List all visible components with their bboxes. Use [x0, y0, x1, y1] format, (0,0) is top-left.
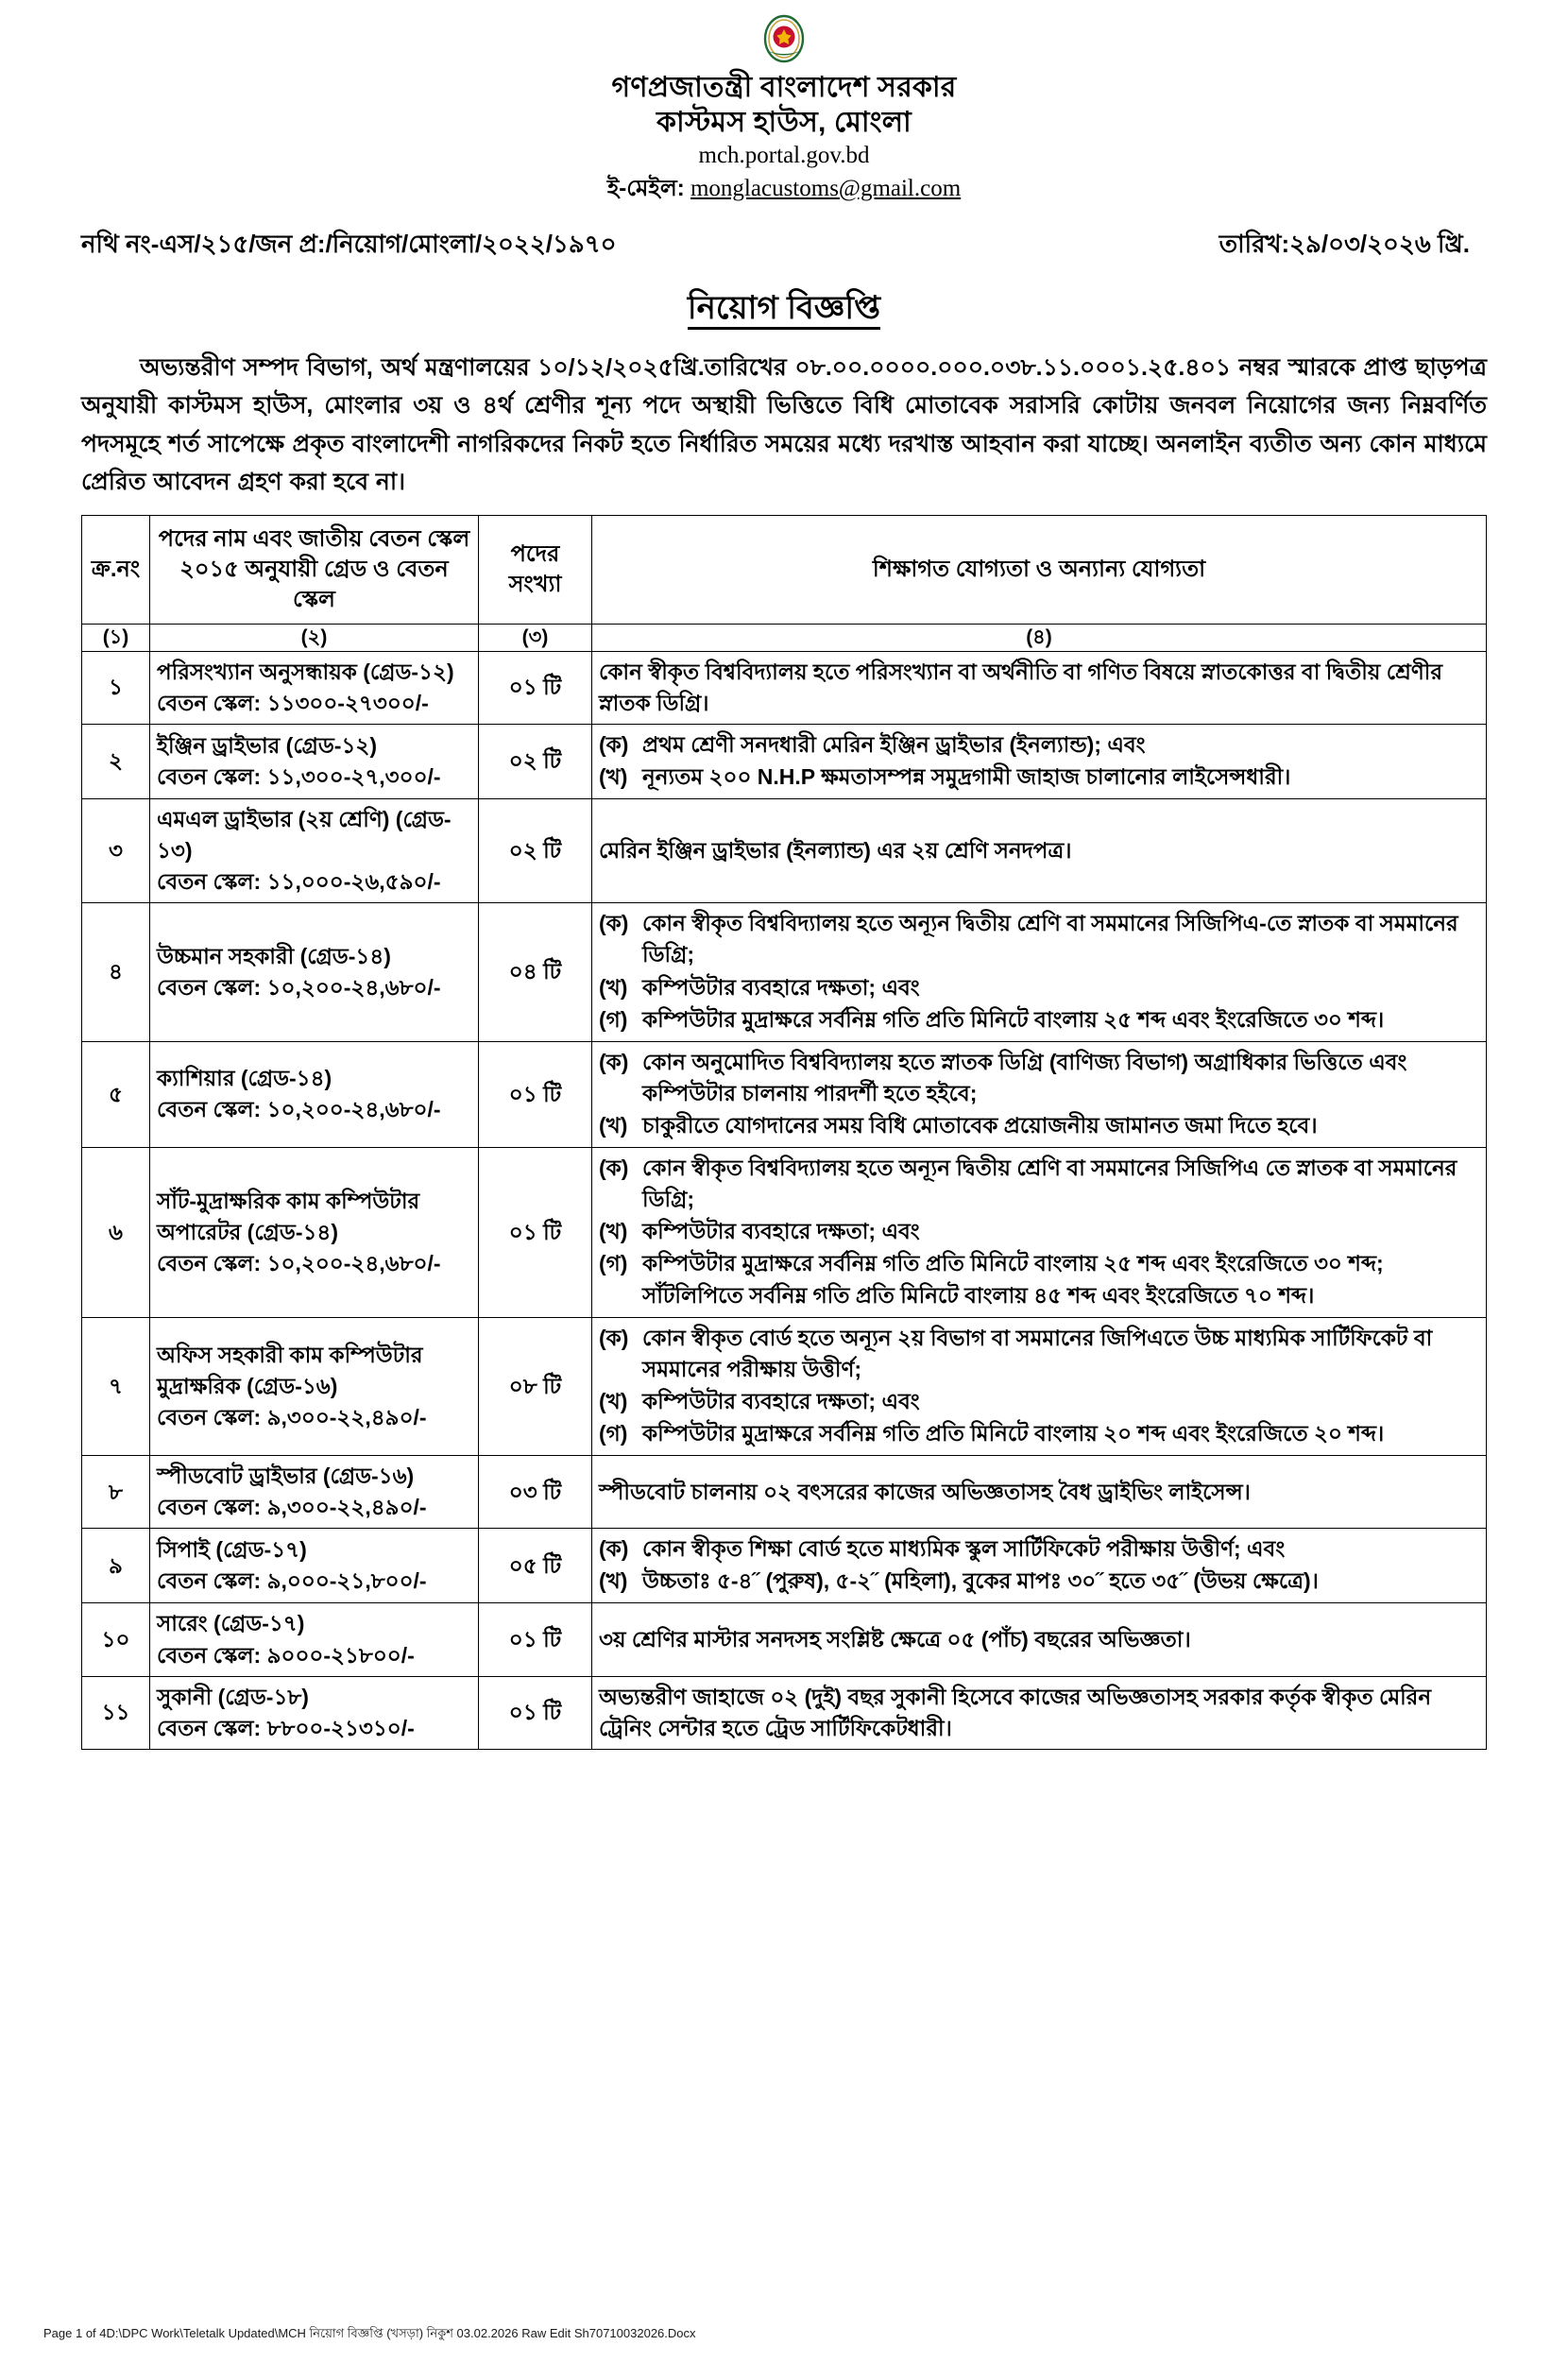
issue-date: তারিখ:২৯/০৩/২০২৬ খ্রি.	[1219, 229, 1470, 258]
column-number-row	[82, 625, 1487, 651]
cell-serial: ৩	[82, 798, 150, 902]
cell-vacancy-count: ০১ টি	[479, 651, 592, 724]
email-label: ই-মেইল:	[606, 175, 685, 201]
qualification-marker: (গ)	[599, 1006, 628, 1032]
cell-vacancy-count: ০২ টি	[479, 724, 592, 798]
qualification-marker: (ক)	[599, 911, 629, 936]
qualification-text: কোন স্বীকৃত বিশ্ববিদ্যালয় হতে অন্যূন দ্বিতীয় শ্রেণি বা সমমানের সিজিপিএ-তে স্নাতক বা সমমানের ডিগ্রি;	[642, 911, 1458, 967]
cell-qualification	[592, 903, 1487, 1041]
qualification-marker: (খ)	[599, 1219, 628, 1244]
qualification-text: কম্পিউটার মুদ্রাক্ষরে সর্বনিম্ন গতি প্রতি মিনিটে বাংলায় ২৫ শব্দ এবং ইংরেজিতে ৩০ শব্দ; সাঁটলিপিতে সর্বনিম্ন গতি প্রতি মিনিটে বাংলায় ৪৫ শব্দ এবং ইংরেজিতে ৭০ শব্দ।	[642, 1251, 1384, 1308]
position-name: উচ্চমান সহকারী (গ্রেড-১৪)	[157, 943, 391, 968]
qualification-text: কোন স্বীকৃত বিশ্ববিদ্যালয় হতে পরিসংখ্যান বা অর্থনীতি বা গণিত বিষয়ে স্নাতকোত্তর বা দ্বিতীয় শ্রেণীর স্নাতক ডিগ্রি।	[599, 659, 1442, 715]
qualification-item	[599, 908, 1479, 970]
intro-paragraph: অভ্যন্তরীণ সম্পদ বিভাগ, অর্থ মন্ত্রণালয়ের ১০/১২/২০২৫খ্রি.তারিখের ০৮.০০.০০০০.০০০.০৩৮.১১.০০০১.২৫.৪০১ নম্বর স্মারকে প্রাপ্ত ছাড়পত্র অনুযায়ী কাস্টমস হাউস, মোংলার ৩য় ও ৪র্থ শ্রেণীর শূন্য পদে অস্থায়ী ভিত্তিতে বিধি মোতাবেক সরাসরি কোটায় জনবল নিয়োগের জন্য নিম্নবর্ণিত পদসমূহে শর্ত সাপেক্ষে প্রকৃত বাংলাদেশী নাগরিকদের নিকট হতে নির্ধারিত সময়ের মধ্যে দরখাস্ত আহবান করা যাচ্ছে। অনলাইন ব্যতীত অন্য কোন মাধ্যমে প্রেরিত আবেদন গ্রহণ করা হবে না।	[81, 353, 1487, 496]
cell-position	[150, 798, 479, 902]
qualification-text: ৩য় শ্রেণির মাস্টার সনদসহ সংশ্লিষ্ট ক্ষেত্রে ০৫ (পাঁচ) বছরের অভিজ্ঞতা।	[599, 1627, 1191, 1652]
cell-position	[150, 1148, 479, 1318]
position-name: এমএল ড্রাইভার (২য় শ্রেণি) (গ্রেড- ১৩)	[157, 806, 452, 864]
bangladesh-govt-emblem-icon	[758, 13, 810, 64]
cell-position	[150, 1317, 479, 1455]
cell-position	[150, 724, 479, 798]
qualification-text: কম্পিউটার মুদ্রাক্ষরে সর্বনিম্ন গতি প্রতি মিনিটে বাংলায় ২০ শব্দ এবং ইংরেজিতে ২০ শব্দ।	[642, 1420, 1385, 1446]
qualification-item	[599, 1153, 1479, 1215]
cell-position	[150, 903, 479, 1041]
colnum-2: (২)	[150, 625, 479, 651]
cell-serial: ৮	[82, 1456, 150, 1529]
qualification-item	[599, 1386, 1479, 1417]
page-title-text: নিয়োগ বিজ্ঞপ্তি	[688, 290, 880, 330]
cell-position	[150, 1676, 479, 1749]
cell-qualification	[592, 1148, 1487, 1318]
table-row	[82, 1529, 1487, 1603]
cell-qualification	[592, 724, 1487, 798]
pay-scale: বেতন স্কেল: ১০,২০০-২৪,৬৮০/-	[157, 975, 441, 1001]
cell-qualification	[592, 1529, 1487, 1603]
position-name: ইঞ্জিন ড্রাইভার (গ্রেড-১২)	[157, 732, 378, 758]
position-name: ক্যাশিয়ার (গ্রেড-১৪)	[157, 1066, 332, 1091]
cell-vacancy-count: ০১ টি	[479, 1603, 592, 1676]
table-row	[82, 798, 1487, 902]
table-row	[82, 724, 1487, 798]
pay-scale: বেতন স্কেল: ৮৮০০-২১৩১০/-	[157, 1715, 415, 1740]
qualification-marker: (খ)	[599, 1112, 628, 1138]
qualification-text: কোন স্বীকৃত বোর্ড হতে অন্যূন ২য় বিভাগ বা সমমানের জিপিএতে উচ্চ মাধ্যমিক সার্টিফিকেট বা সমমানের পরীক্ষায় উত্তীর্ণ;	[642, 1325, 1433, 1381]
cell-vacancy-count: ০১ টি	[479, 1041, 592, 1147]
cell-vacancy-count: ০৩ টি	[479, 1456, 592, 1529]
position-name: সিপাই (গ্রেড-১৭)	[157, 1537, 307, 1563]
cell-qualification	[592, 1676, 1487, 1749]
table-row	[82, 1456, 1487, 1529]
cell-qualification	[592, 1317, 1487, 1455]
qualification-item	[599, 1418, 1479, 1449]
qualification-text: কোন অনুমোদিত বিশ্ববিদ্যালয় হতে স্নাতক ডিগ্রি (বাণিজ্য বিভাগ) অগ্রাধিকার ভিত্তিতে এবং কম্পিউটার চালনায় পারদর্শী হতে হইবে;	[642, 1049, 1407, 1105]
table-head	[82, 515, 1487, 651]
qualification-text: কম্পিউটার ব্যবহারে দক্ষতা; এবং	[642, 1219, 920, 1244]
table-body	[82, 651, 1487, 1749]
table-row	[82, 1603, 1487, 1676]
memo-row	[81, 225, 1487, 266]
cell-qualification	[592, 1456, 1487, 1529]
cell-serial: ১০	[82, 1603, 150, 1676]
cell-serial: ৬	[82, 1148, 150, 1318]
qualification-text: অভ্যন্তরীণ জাহাজে ০২ (দুই) বছর সুকানী হিসেবে কাজের অভিজ্ঞতাসহ সরকার কর্তৃক স্বীকৃত মেরিন ট্রেনিং সেন্টার হতে ট্রেড সার্টিফিকেটধারী।	[599, 1684, 1432, 1740]
page-title	[81, 283, 1487, 337]
qualification-item	[599, 1566, 1479, 1597]
portal-url: mch.portal.gov.bd	[698, 143, 870, 169]
th-position	[150, 515, 479, 624]
cell-vacancy-count: ০৮ টি	[479, 1317, 592, 1455]
table-row	[82, 903, 1487, 1041]
qualification-item	[599, 1533, 1479, 1565]
cell-position	[150, 651, 479, 724]
table-row	[82, 1317, 1487, 1455]
qualification-marker: (খ)	[599, 1388, 628, 1413]
pay-scale: বেতন স্কেল: ৯,৩০০-২২,৪৯০/-	[157, 1404, 427, 1429]
page-footer: Page 1 of 4D:\DPC Work\Teletalk Updated\MCH নিয়োগ বিজ্ঞপ্তি (খসড়া) নিকুশ 03.02.2026 Raw Edit Sh70710032026.Docx	[43, 2326, 696, 2340]
position-name: সুকানী (গ্রেড-১৮)	[157, 1684, 309, 1709]
qualification-item	[599, 1047, 1479, 1109]
qualification-list	[599, 1323, 1479, 1449]
qualification-text: কম্পিউটার মুদ্রাক্ষরে সর্বনিম্ন গতি প্রতি মিনিটে বাংলায় ২৫ শব্দ এবং ইংরেজিতে ৩০ শব্দ।	[642, 1006, 1385, 1032]
qualification-text: চাকুরীতে যোগদানের সময় বিধি মোতাবেক প্রয়োজনীয় জামানত জমা দিতে হবে।	[642, 1112, 1318, 1138]
qualification-marker: (গ)	[599, 1420, 628, 1446]
cell-vacancy-count: ০৫ টি	[479, 1529, 592, 1603]
qualification-marker: (খ)	[599, 763, 628, 789]
qualification-list	[599, 1047, 1479, 1141]
pay-scale: বেতন স্কেল: ১০,২০০-২৪,৬৮০/-	[157, 1250, 441, 1275]
qualification-item	[599, 1216, 1479, 1247]
colnum-1: (১)	[82, 625, 150, 651]
pay-scale: বেতন স্কেল: ১১,৩০০-২৭,৩০০/-	[157, 763, 441, 789]
th-serial: ক্র.নং	[82, 515, 150, 624]
cell-serial: ৯	[82, 1529, 150, 1603]
cell-vacancy-count: ০১ টি	[479, 1148, 592, 1318]
pay-scale: বেতন স্কেল: ৯,৩০০-২২,৪৯০/-	[157, 1495, 427, 1520]
vacancy-table	[81, 515, 1487, 1750]
position-name: সাঁট-মুদ্রাক্ষরিক কাম কম্পিউটার অপারেটর (গ্রেড-১৪)	[157, 1188, 420, 1244]
cell-position	[150, 1529, 479, 1603]
qualification-item	[599, 1004, 1479, 1036]
qualification-list	[599, 1153, 1479, 1311]
pay-scale: বেতন স্কেল: ১১৩০০-২৭৩০০/-	[157, 690, 429, 715]
qualification-text: নূন্যতম ২০০ N.H.P ক্ষমতাসম্পন্ন সমুদ্রগামী জাহাজ চালানোর লাইসেন্সধারী।	[642, 763, 1291, 789]
email-address[interactable]: monglacustoms@gmail.com	[690, 175, 962, 201]
cell-qualification	[592, 798, 1487, 902]
cell-vacancy-count: ০৪ টি	[479, 903, 592, 1041]
cell-serial: ৫	[82, 1041, 150, 1147]
th-count-line2: সংখ্যা	[508, 572, 562, 598]
qualification-item	[599, 1248, 1479, 1310]
qualification-item	[599, 972, 1479, 1003]
office-name-line: কাস্টমস হাউস, মোংলা	[656, 107, 912, 139]
qualification-marker: (খ)	[599, 974, 628, 1000]
qualification-text: প্রথম শ্রেণী সনদধারী মেরিন ইঞ্জিন ড্রাইভার (ইনল্যান্ড); এবং	[642, 731, 1146, 757]
qualification-item	[599, 1323, 1479, 1385]
cell-vacancy-count: ০২ টি	[479, 798, 592, 902]
qualification-text: মেরিন ইঞ্জিন ড্রাইভার (ইনল্যান্ড) এর ২য় শ্রেণি সনদপত্র।	[599, 838, 1072, 864]
position-name: অফিস সহকারী কাম কম্পিউটার মুদ্রাক্ষরিক (গ্রেড-১৬)	[157, 1342, 423, 1398]
qualification-text: স্পীডবোট চালনায় ০২ বৎসরের কাজের অভিজ্ঞতাসহ বৈধ ড্রাইভিং লাইসেন্স।	[599, 1479, 1251, 1504]
qualification-marker: (ক)	[599, 731, 629, 757]
position-name: সারেং (গ্রেড-১৭)	[157, 1611, 305, 1636]
th-count	[479, 515, 592, 624]
qualification-item	[599, 762, 1479, 793]
qualification-text: উচ্চতাঃ ৫-৪˝ (পুরুষ), ৫-২˝ (মহিলা), বুকের মাপঃ ৩০˝ হতে ৩৫˝ (উভয় ক্ষেত্রে)।	[642, 1568, 1319, 1594]
qualification-item	[599, 729, 1479, 761]
qualification-item	[599, 1110, 1479, 1141]
qualification-marker: (ক)	[599, 1536, 629, 1562]
qualification-marker: (খ)	[599, 1568, 628, 1594]
qualification-list	[599, 729, 1479, 793]
qualification-text: কোন স্বীকৃত বিশ্ববিদ্যালয় হতে অন্যূন দ্বিতীয় শ্রেণি বা সমমানের সিজিপিএ তে স্নাতক বা সমমানের ডিগ্রি;	[642, 1155, 1457, 1212]
qualification-text: কোন স্বীকৃত শিক্ষা বোর্ড হতে মাধ্যমিক স্কুল সার্টিফিকেট পরীক্ষায় উত্তীর্ণ; এবং	[642, 1536, 1286, 1562]
colnum-3: (৩)	[479, 625, 592, 651]
email-line	[81, 173, 1487, 204]
pay-scale: বেতন স্কেল: ৯,০০০-২১,৮০০/-	[157, 1568, 427, 1594]
position-name: পরিসংখ্যান অনুসন্ধায়ক (গ্রেড-১২)	[157, 659, 454, 684]
file-number: নথি নং-এস/২১৫/জন প্র:/নিয়োগ/মোংলা/২০২২/১৯৭০	[81, 229, 617, 258]
cell-qualification	[592, 1041, 1487, 1147]
qualification-list	[599, 908, 1479, 1035]
qualification-marker: (গ)	[599, 1251, 628, 1276]
cell-position	[150, 1456, 479, 1529]
pay-scale: বেতন স্কেল: ৯০০০-২১৮০০/-	[157, 1642, 415, 1668]
table-row	[82, 651, 1487, 724]
pay-scale: বেতন স্কেল: ১১,০০০-২৬,৫৯০/-	[157, 869, 441, 895]
govt-name-line: গণপ্রজাতন্ত্রী বাংলাদেশ সরকার	[611, 72, 957, 103]
cell-vacancy-count: ০১ টি	[479, 1676, 592, 1749]
table-header-row	[82, 515, 1487, 624]
th-count-line1: পদের	[510, 540, 560, 567]
cell-serial: ৪	[82, 903, 150, 1041]
qualification-marker: (ক)	[599, 1325, 629, 1350]
pay-scale: বেতন স্কেল: ১০,২০০-২৪,৬৮০/-	[157, 1097, 441, 1122]
th-position-line1: পদের নাম এবং জাতীয় বেতন স্কেল	[158, 525, 470, 552]
cell-serial: ২	[82, 724, 150, 798]
cell-qualification	[592, 651, 1487, 724]
qualification-marker: (ক)	[599, 1155, 629, 1181]
table-row	[82, 1148, 1487, 1318]
th-qualification: শিক্ষাগত যোগ্যতা ও অন্যান্য যোগ্যতা	[592, 515, 1487, 624]
qualification-text: কম্পিউটার ব্যবহারে দক্ষতা; এবং	[642, 1388, 920, 1413]
cell-serial: ১	[82, 651, 150, 724]
qualification-marker: (ক)	[599, 1049, 629, 1074]
cell-position	[150, 1603, 479, 1676]
cell-serial: ১১	[82, 1676, 150, 1749]
table-row	[82, 1041, 1487, 1147]
qualification-list	[599, 1533, 1479, 1597]
cell-serial: ৭	[82, 1317, 150, 1455]
emblem-container	[81, 13, 1487, 68]
position-name: স্পীডবোট ড্রাইভার (গ্রেড-১৬)	[157, 1463, 415, 1489]
cell-qualification	[592, 1603, 1487, 1676]
colnum-4: (৪)	[592, 625, 1487, 651]
table-row	[82, 1676, 1487, 1749]
qualification-text: কম্পিউটার ব্যবহারে দক্ষতা; এবং	[642, 974, 920, 1000]
th-position-line2: ২০১৫ অনুযায়ী গ্রেড ও বেতন স্কেল	[179, 556, 449, 613]
cell-position	[150, 1041, 479, 1147]
